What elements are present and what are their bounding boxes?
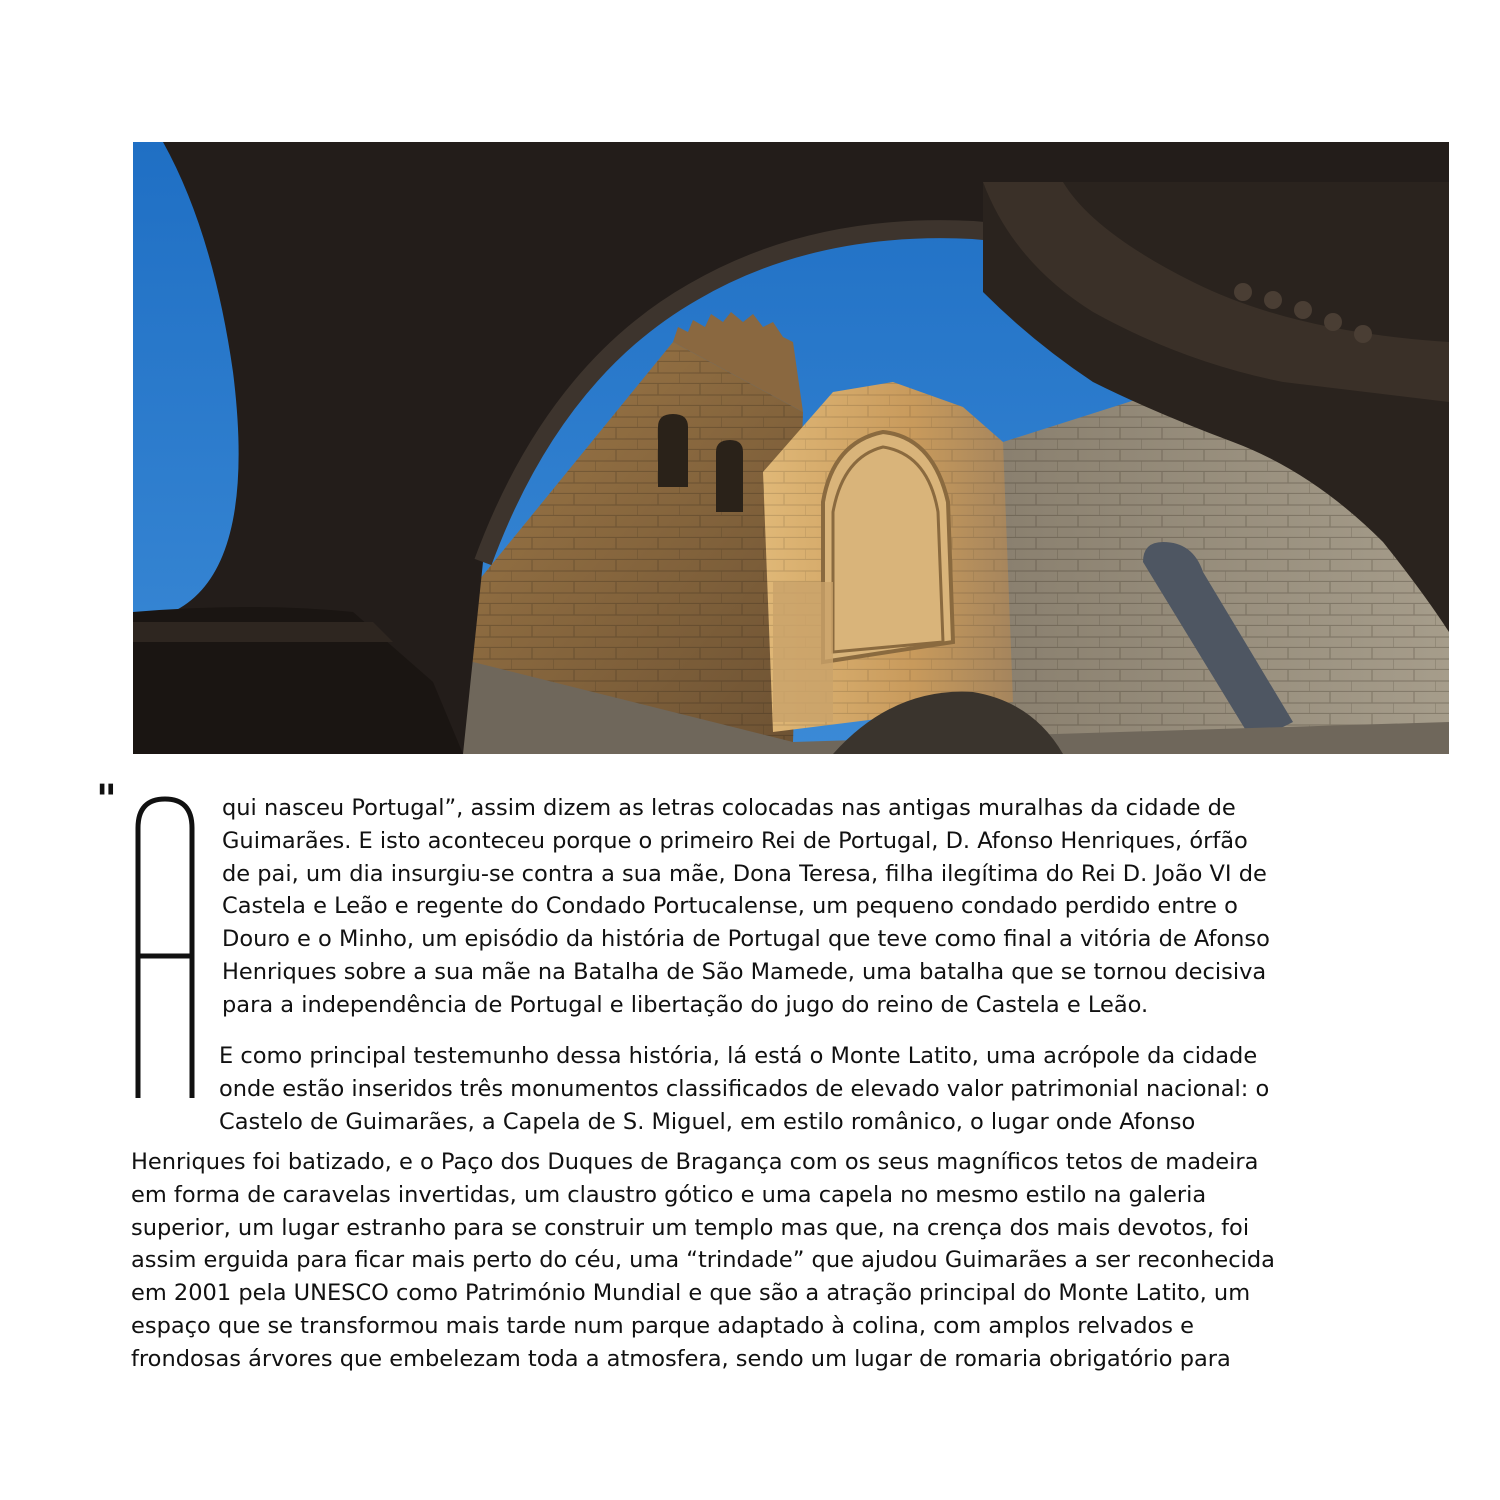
paragraph-3-line: frondosas árvores que embelezam toda a atmosfera, sendo um lugar de romaria obrigatório para	[131, 1345, 1231, 1372]
dropcap-letter-a	[133, 796, 197, 1098]
paragraph-1-line: Guimarães. E isto aconteceu porque o primeiro Rei de Portugal, D. Afonso Henriques, órfão	[222, 827, 1248, 854]
paragraph-1-line: Douro e o Minho, um episódio da história de Portugal que teve como final a vitória de Afonso	[222, 926, 1270, 953]
paragraph-3-line: Henriques foi batizado, e o Paço dos Duques de Bragança com os seus magníficos tetos de madeira	[131, 1149, 1259, 1175]
paragraph-3-line: em forma de caravelas invertidas, um claustro gótico e uma capela no mesmo estilo na galeria	[131, 1181, 1207, 1208]
paragraph-1-line: para a independência de Portugal e libertação do jugo do reino de Castela e Leão.	[222, 991, 1149, 1018]
paragraph-2-line: onde estão inseridos três monumentos classificados de elevado valor patrimonial nacional: o	[219, 1075, 1270, 1102]
paragraph-3-line: espaço que se transformou mais tarde num parque adaptado à colina, com amplos relvados e	[131, 1312, 1194, 1339]
paragraph-1	[222, 792, 1362, 1022]
paragraph-1-line: Castela e Leão e regente do Condado Portucalense, um pequeno condado perdido entre o	[222, 893, 1238, 920]
paragraph-1-line: Henriques sobre a sua mãe na Batalha de São Mamede, uma batalha que se tornou decisiva	[222, 958, 1267, 985]
paragraph-3-line: superior, um lugar estranho para se construir um templo mas que, na crença dos mais devotos, foi	[131, 1214, 1250, 1241]
paragraph-2-continuation	[131, 1146, 1351, 1376]
paragraph-2-line: Castelo de Guimarães, a Capela de S. Miguel, em estilo românico, o lugar onde Afonso	[219, 1108, 1196, 1135]
cloister-photo	[133, 142, 1449, 754]
paragraph-3-line: em 2001 pela UNESCO como Património Mundial e que são a atração principal do Monte Latito, um	[131, 1280, 1251, 1307]
paragraph-2-line: E como principal testemunho dessa história, lá está o Monte Latito, uma acrópole da cidade	[219, 1043, 1258, 1069]
paragraph-1-line: de pai, um dia insurgiu-se contra a sua mãe, Dona Teresa, filha ilegítima do Rei D. João VI de	[222, 860, 1267, 887]
opening-quote-mark: "	[96, 777, 115, 823]
paragraph-3-line: assim erguida para ficar mais perto do céu, uma “trindade” que ajudou Guimarães a ser reconhecida	[131, 1247, 1275, 1274]
paragraph-1-line: qui nasceu Portugal”, assim dizem as letras colocadas nas antigas muralhas da cidade de	[222, 795, 1236, 821]
paragraph-2	[219, 1040, 1359, 1138]
